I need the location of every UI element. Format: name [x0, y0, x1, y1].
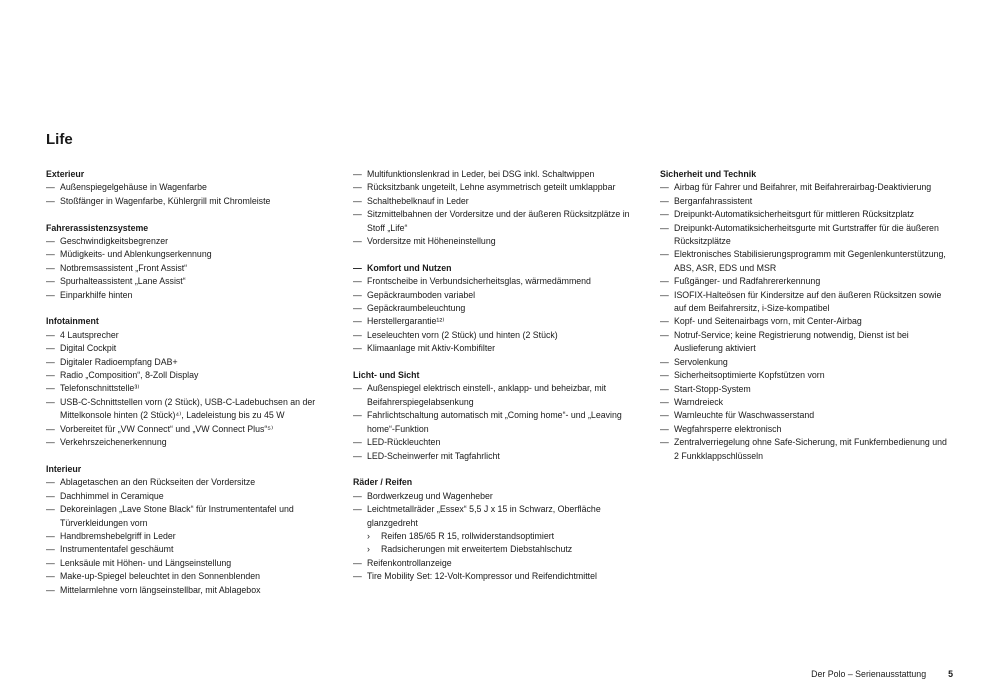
section-infotainment — [46, 315, 338, 449]
list-item: — Servolenkung — [660, 356, 952, 369]
list-item: — Dreipunkt-Automatiksicherheitsgurt für mittleren Rücksitzplatz — [660, 208, 952, 221]
list-item: — Make-up-Spiegel beleuchtet in den Sonnenblenden — [46, 570, 338, 583]
list-item: — Lenksäule mit Höhen- und Längseinstellung — [46, 557, 338, 570]
list-item: — Leseleuchten vorn (2 Stück) und hinten (2 Stück) — [353, 329, 645, 342]
list-item: — Sitzmittelbahnen der Vordersitze und der äußeren Rücksitzplätze in Stoff „Life“ — [353, 208, 645, 235]
list-item: — Digital Cockpit — [46, 342, 338, 355]
list-item: — Wegfahrsperre elektronisch — [660, 423, 952, 436]
list-item: — Klimaanlage mit Aktiv-Kombifilter — [353, 342, 645, 355]
list-item: — Fahrlichtschaltung automatisch mit „Coming home“- und „Leaving home“-Funktion — [353, 409, 645, 436]
list-item: — Elektronisches Stabilisierungsprogramm mit Gegenlenkunterstützung, ABS, ASR, EDS und MSR — [660, 248, 952, 275]
list-item: — Dachhimmel in Ceramique — [46, 490, 338, 503]
list-item: — Reifenkontrollanzeige — [353, 557, 645, 570]
section-untitled — [353, 168, 645, 248]
feature-list — [46, 476, 338, 597]
list-item: — Vorbereitet für „VW Connect“ und „VW Connect Plus“⁵⁾ — [46, 423, 338, 436]
sub-list-item: › Radsicherungen mit erweitertem Diebstahlschutz — [353, 543, 645, 556]
list-item: — Digitaler Radioempfang DAB+ — [46, 356, 338, 369]
list-item: — Müdigkeits- und Ablenkungserkennung — [46, 248, 338, 261]
section-raeder-reifen — [353, 476, 645, 583]
section-title: — Komfort und Nutzen — [353, 262, 645, 275]
section-title: Interieur — [46, 463, 82, 474]
list-item: — 4 Lautsprecher — [46, 329, 338, 342]
section-komfort-und-nutzen — [353, 262, 645, 356]
list-item: — Rücksitzbank ungeteilt, Lehne asymmetrisch geteilt umklappbar — [353, 181, 645, 194]
list-item: — Notruf-Service; keine Registrierung notwendig, Dienst ist bei Auslieferung aktiviert — [660, 329, 952, 356]
column-1 — [46, 168, 338, 610]
page-title: Life — [46, 131, 73, 148]
section-title: Infotainment — [46, 316, 99, 327]
list-item: — Leichtmetallräder „Essex“ 5,5 J x 15 in Schwarz, Oberfläche glanzgedreht — [353, 503, 645, 530]
page-number: 5 — [948, 669, 953, 679]
list-item: — Fußgänger- und Radfahrererkennung — [660, 275, 952, 288]
list-item: — Tire Mobility Set: 12-Volt-Kompressor und Reifendichtmittel — [353, 570, 645, 583]
feature-list — [46, 181, 338, 208]
feature-list — [353, 262, 645, 356]
feature-list — [660, 181, 952, 463]
list-item: — Vordersitze mit Höheneinstellung — [353, 235, 645, 248]
list-item: — Dekoreinlagen „Lave Stone Black“ für Instrumententafel und Türverkleidungen vorn — [46, 503, 338, 530]
list-item: — Außenspiegelgehäuse in Wagenfarbe — [46, 181, 338, 194]
list-item: — Stoßfänger in Wagenfarbe, Kühlergrill mit Chromleiste — [46, 195, 338, 208]
page-footer — [811, 668, 953, 680]
list-item: — Herstellergarantie¹²⁾ — [353, 315, 645, 328]
list-item: — Frontscheibe in Verbundsicherheitsglas, wärmedämmend — [353, 275, 645, 288]
feature-list — [46, 235, 338, 302]
list-item: — Warndreieck — [660, 396, 952, 409]
feature-list — [353, 382, 645, 462]
list-item: — Geschwindigkeitsbegrenzer — [46, 235, 338, 248]
list-item: — Gepäckraumbeleuchtung — [353, 302, 645, 315]
list-item: — Kopf- und Seitenairbags vorn, mit Center-Airbag — [660, 315, 952, 328]
section-interieur — [46, 463, 338, 597]
list-item: — Berganfahrassistent — [660, 195, 952, 208]
list-item: — Sicherheitsoptimierte Kopfstützen vorn — [660, 369, 952, 382]
section-fahrerassistenzsysteme — [46, 222, 338, 302]
feature-list — [46, 329, 338, 450]
list-item: — LED-Scheinwerfer mit Tagfahrlicht — [353, 450, 645, 463]
list-item: — Multifunktionslenkrad in Leder, bei DSG inkl. Schaltwippen — [353, 168, 645, 181]
section-title: Räder / Reifen — [353, 477, 413, 488]
section-title: Exterieur — [46, 169, 85, 179]
list-item: — Mittelarmlehne vorn längseinstellbar, mit Ablagebox — [46, 584, 338, 597]
list-item: — Einparkhilfe hinten — [46, 289, 338, 302]
section-title: Licht- und Sicht — [353, 370, 420, 381]
sub-list-item: › Reifen 185/65 R 15, rollwiderstandsoptimiert — [353, 530, 645, 543]
list-item: — Telefonschnittstelle³⁾ — [46, 382, 338, 395]
list-item: — Warnleuchte für Waschwasserstand — [660, 409, 952, 422]
list-item: — Spurhalteassistent „Lane Assist“ — [46, 275, 338, 288]
section-exterieur — [46, 168, 338, 208]
list-item: — Instrumententafel geschäumt — [46, 543, 338, 556]
column-3 — [660, 168, 952, 476]
list-item: — Airbag für Fahrer und Beifahrer, mit Beifahrerairbag-Deaktivierung — [660, 181, 952, 194]
list-item: — ISOFIX-Halteösen für Kindersitze auf den äußeren Rücksitzen sowie auf dem Beifahrersitz, i-Size-kompatibel — [660, 289, 952, 316]
list-item: — Start-Stopp-System — [660, 383, 952, 396]
section-title: Sicherheit und Technik — [660, 169, 757, 179]
list-item: — Zentralverriegelung ohne Safe-Sicherung, mit Funkfernbedienung und 2 Funkklappschlüsseln — [660, 436, 952, 463]
section-title: Fahrerassistenzsysteme — [46, 222, 149, 233]
footer-label: Der Polo – Serienausstattung — [811, 669, 927, 679]
list-item: — USB-C-Schnittstellen vorn (2 Stück), USB-C-Ladebuchsen an der Mittelkonsole hinten (2 Stück)⁴⁾, Ladeleistung bis zu 45 W — [46, 396, 338, 423]
list-item: — Dreipunkt-Automatiksicherheitsgurte mit Gurtstraffer für die äußeren Rücksitzplätze — [660, 222, 952, 249]
section-licht-und-sicht — [353, 369, 645, 463]
feature-list — [353, 168, 645, 248]
column-2 — [353, 168, 645, 597]
list-item: — Verkehrszeichenerkennung — [46, 436, 338, 449]
list-item: — Gepäckraumboden variabel — [353, 289, 645, 302]
list-item: — Notbremsassistent „Front Assist“ — [46, 262, 338, 275]
list-item: — Schalthebelknauf in Leder — [353, 195, 645, 208]
list-item: — Handbremshebelgriff in Leder — [46, 530, 338, 543]
list-item: — Bordwerkzeug und Wagenheber — [353, 490, 645, 503]
list-item: — Ablagetaschen an den Rückseiten der Vordersitze — [46, 476, 338, 489]
section-sicherheit-und-technik — [660, 168, 952, 463]
list-item: — LED-Rückleuchten — [353, 436, 645, 449]
feature-list — [353, 490, 645, 584]
list-item: — Radio „Composition“, 8-Zoll Display — [46, 369, 338, 382]
list-item: — Außenspiegel elektrisch einstell-, anklapp- und beheizbar, mit Beifahrerspiegelabsenkung — [353, 382, 645, 409]
